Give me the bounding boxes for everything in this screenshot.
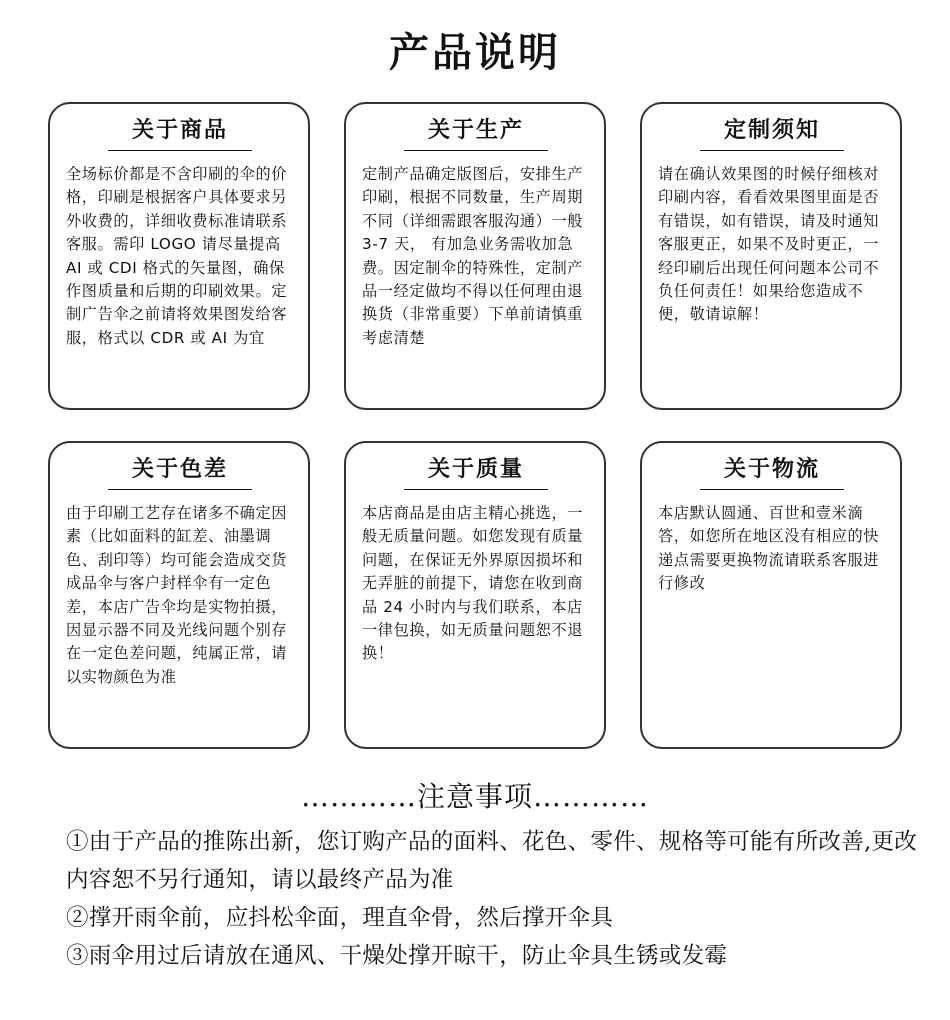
notice-item: ②撑开雨伞前，应抖松伞面，理直伞骨，然后撑开伞具	[66, 905, 614, 931]
card-body: 本店商品是由店主精心挑选，一般无质量问题。如您发现有质量问题，在保证无外界原因损坏和无弄脏的前提下，请您在收到商品 24 小时内与我们联系，本店一律包换，如无质量问题恕不退换！	[362, 504, 584, 663]
card-body: 请在确认效果图的时候仔细核对印刷内容，看看效果图里面是否有错误，如有错误，请及时通知客服更正，如果不及时更正，一经印刷后出现任何问题本公司不负任何责任！如果给您造成不便，敬请谅解！	[658, 165, 880, 324]
card-customization-notes	[640, 102, 902, 410]
card-body: 全场标价都是不含印刷的伞的价格，印刷是根据客户具体要求另外收费的，详细收费标准请联系客服。需印 LOGO 请尽量提高 AI 或 CDI 格式的矢量图，确保作图质量和后期的印刷效果。定制广告伞之前请将效果图发给客服，格式以 CDR 或 AI 为宜	[66, 165, 288, 347]
notice-item: ③雨伞用过后请放在通风、干燥处撑开晾干，防止伞具生锈或发霉	[66, 943, 728, 969]
card-body: 本店默认圆通、百世和壹米滴答，如您所在地区没有相应的快递点需要更换物流请联系客服进行修改	[658, 504, 880, 593]
card-about-product	[48, 102, 310, 410]
card-body: 由于印刷工艺存在诸多不确定因素（比如面料的缸差、油墨调色、刮印等）均可能会造成交货成品伞与客户封样伞有一定色差，本店广告伞均是实物拍摄，因显示器不同及光线问题个别存在一定色差问题，纯属正常，请以实物颜色为准	[66, 504, 288, 686]
page-title: 产品说明	[389, 30, 561, 76]
card-title: 关于生产	[404, 118, 548, 151]
notice-title: …………注意事项…………	[300, 780, 649, 813]
card-title: 关于商品	[108, 118, 252, 151]
notice-item: ①由于产品的推陈出新，您订购产品的面料、花色、零件、规格等可能有所改善,更改内容恕不另行通知，请以最终产品为准	[66, 829, 918, 893]
card-body: 定制产品确定版图后，安排生产印刷，根据不同数量，生产周期不同（详细需跟客服沟通）一般 3-7 天， 有加急业务需收加急费。因定制伞的特殊性，定制产品一经定做均不得以任何理由退换货（非常重要）下单前请慎重考虑清楚	[362, 165, 584, 347]
info-card-grid	[48, 102, 902, 749]
card-title: 定制须知	[700, 118, 844, 151]
card-title: 关于物流	[700, 457, 844, 490]
card-about-logistics	[640, 441, 902, 749]
card-about-color-difference	[48, 441, 310, 749]
notice-list	[66, 823, 926, 975]
card-title: 关于质量	[404, 457, 548, 490]
card-title: 关于色差	[108, 457, 252, 490]
card-about-production	[344, 102, 606, 410]
card-about-quality	[344, 441, 606, 749]
